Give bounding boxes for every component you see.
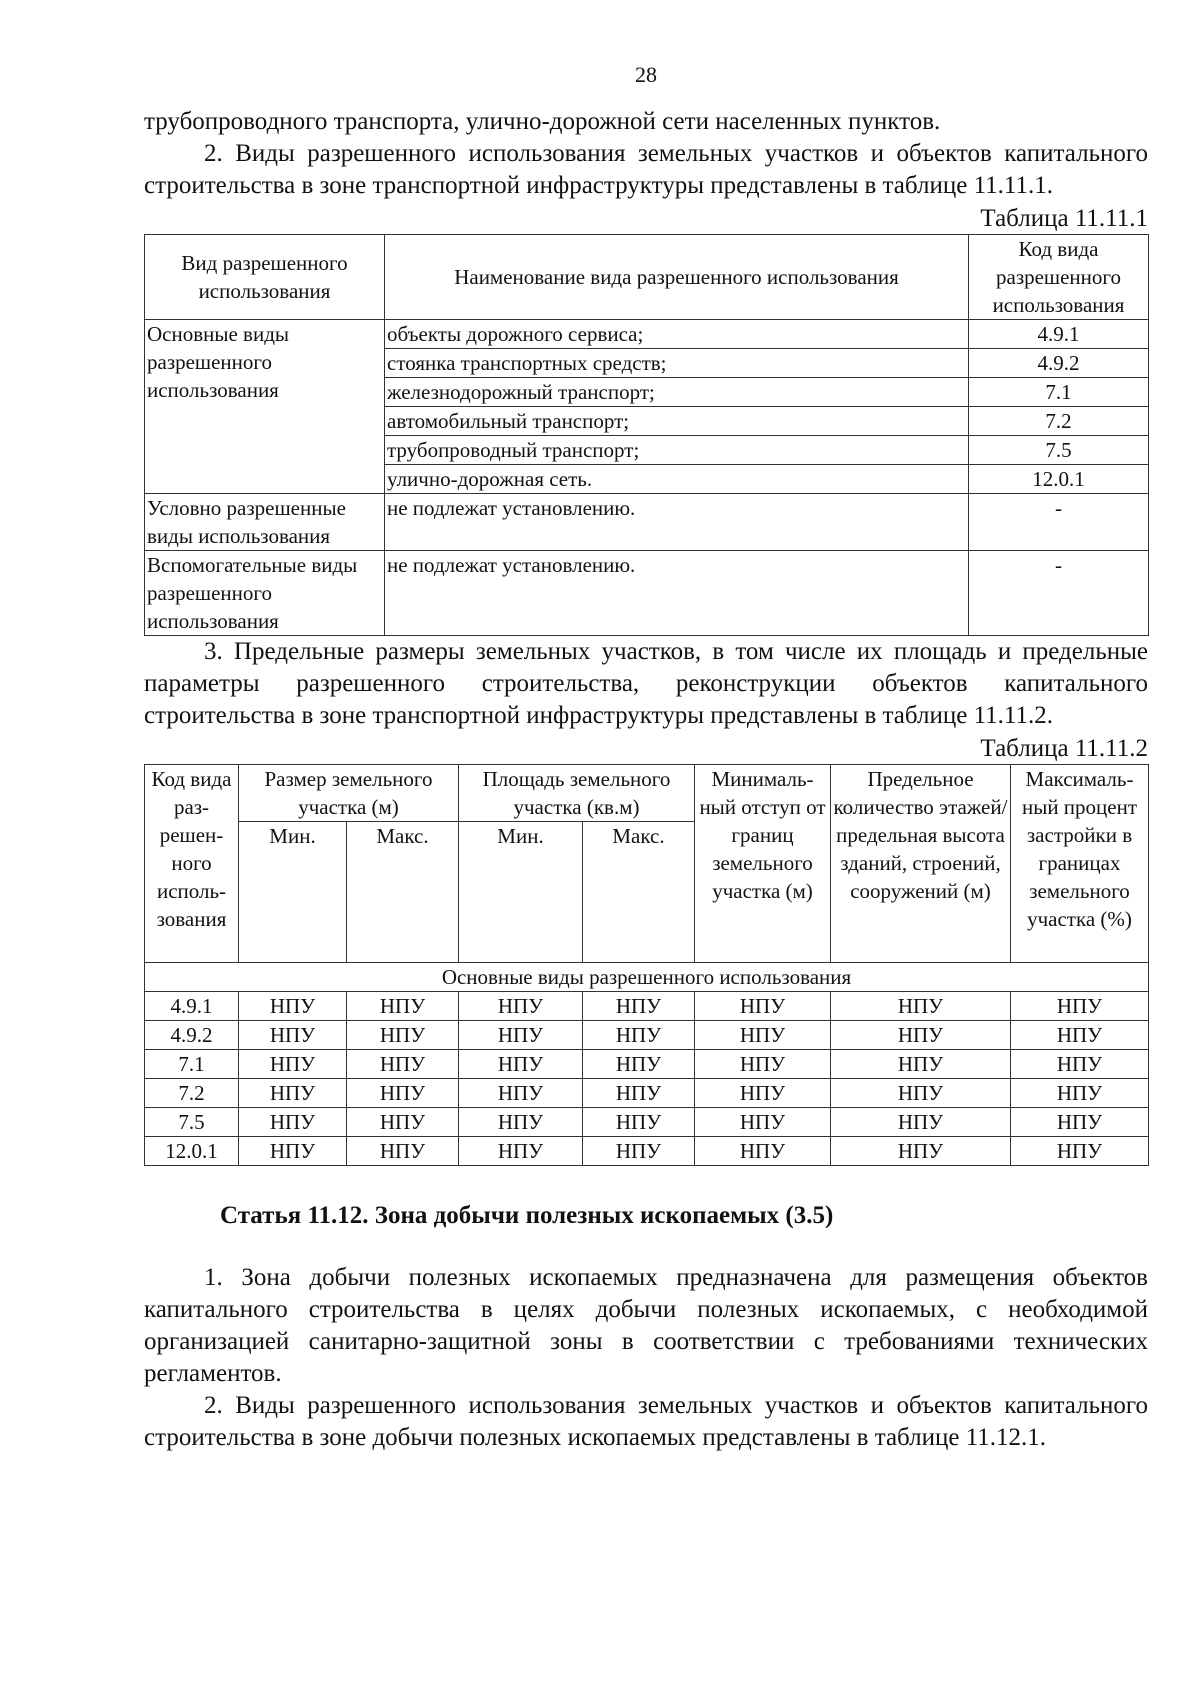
document-page — [144, 60, 1148, 1454]
use-code: - — [969, 494, 1149, 551]
row-value: НПУ — [583, 1108, 695, 1137]
paragraph-2: 2. Виды разрешенного использования земельных участков и объектов капитального строительства в зоне транспортной инфраструктуры представлены в таблице 11.11.1. — [144, 140, 1148, 199]
row-value: НПУ — [831, 1079, 1011, 1108]
header-area-min: Мин. — [459, 822, 583, 963]
table-caption-11-11-2: Таблица 11.11.2 — [980, 735, 1148, 762]
row-value: НПУ — [459, 1079, 583, 1108]
row-value: НПУ — [831, 1021, 1011, 1050]
header-size-max: Макс. — [347, 822, 459, 963]
row-code: 7.1 — [145, 1050, 239, 1079]
row-value: НПУ — [1011, 1079, 1149, 1108]
row-value: НПУ — [239, 992, 347, 1021]
use-code: 7.2 — [969, 407, 1149, 436]
row-value: НПУ — [347, 992, 459, 1021]
row-value: НПУ — [459, 1021, 583, 1050]
page-number: 28 — [635, 62, 657, 87]
table-row — [145, 1137, 1149, 1166]
row-value: НПУ — [695, 1108, 831, 1137]
row-value: НПУ — [695, 992, 831, 1021]
table-11-11-1 — [144, 234, 1149, 636]
row-value: НПУ — [695, 1021, 831, 1050]
row-value: НПУ — [347, 1021, 459, 1050]
header-use-name: Наименование вида разрешенного использования — [385, 235, 969, 320]
row-code: 4.9.1 — [145, 992, 239, 1021]
table-body — [145, 992, 1149, 1166]
use-name: не подлежат установлению. — [385, 494, 969, 551]
header-use-type: Вид разрешенного использования — [145, 235, 385, 320]
group-conditional: Условно разрешенные виды использования — [145, 494, 385, 551]
table-row — [145, 320, 1149, 349]
row-value: НПУ — [831, 1050, 1011, 1079]
row-value: НПУ — [1011, 1050, 1149, 1079]
row-value: НПУ — [831, 992, 1011, 1021]
row-value: НПУ — [459, 1108, 583, 1137]
row-value: НПУ — [1011, 1021, 1149, 1050]
row-code: 7.5 — [145, 1108, 239, 1137]
header-area: Площадь земельного участка (кв.м) — [459, 765, 695, 822]
table-caption-11-11-1: Таблица 11.11.1 — [980, 205, 1148, 232]
header-percent: Максималь-ный процент застройки в границах земельного участка (%) — [1011, 765, 1149, 963]
use-code: - — [969, 551, 1149, 636]
row-value: НПУ — [695, 1050, 831, 1079]
use-code: 7.1 — [969, 378, 1149, 407]
row-value: НПУ — [583, 1021, 695, 1050]
use-name: трубопроводный транспорт; — [385, 436, 969, 465]
row-value: НПУ — [583, 1050, 695, 1079]
use-code: 7.5 — [969, 436, 1149, 465]
row-value: НПУ — [831, 1137, 1011, 1166]
row-value: НПУ — [239, 1108, 347, 1137]
row-value: НПУ — [1011, 992, 1149, 1021]
row-value: НПУ — [239, 1137, 347, 1166]
header-setback: Минималь-ный отступ от границ земельного участка (м) — [695, 765, 831, 963]
table-row — [145, 1050, 1149, 1079]
row-value: НПУ — [347, 1079, 459, 1108]
paragraph-3: 3. Предельные размеры земельных участков, в том числе их площадь и предельные параметры разрешенного строительства, реконструкции объектов капитального строительства в зоне транспортной инфраструктуры представлены в таблице 11.11.2. — [144, 638, 1148, 729]
table-row — [145, 1021, 1149, 1050]
use-code: 12.0.1 — [969, 465, 1149, 494]
header-size: Размер земельного участка (м) — [239, 765, 459, 822]
table-header-row — [145, 235, 1149, 320]
row-value: НПУ — [583, 992, 695, 1021]
row-value: НПУ — [459, 992, 583, 1021]
header-size-min: Мин. — [239, 822, 347, 963]
table-11-11-2 — [144, 764, 1149, 1166]
table-row — [145, 1079, 1149, 1108]
header-area-max: Макс. — [583, 822, 695, 963]
row-code: 4.9.2 — [145, 1021, 239, 1050]
table-row — [145, 1108, 1149, 1137]
article-paragraph-1: 1. Зона добычи полезных ископаемых предназначена для размещения объектов капитального строительства в целях добычи полезных ископаемых, с необходимой организацией санитарно-защитной зоны в соответствии с требованиями технических регламентов. — [144, 1264, 1148, 1387]
row-value: НПУ — [347, 1050, 459, 1079]
table-header-row — [145, 765, 1149, 822]
row-value: НПУ — [459, 1050, 583, 1079]
row-value: НПУ — [239, 1050, 347, 1079]
section-main: Основные виды разрешенного использования — [145, 963, 1149, 992]
table-row — [145, 494, 1149, 551]
row-value: НПУ — [347, 1137, 459, 1166]
use-code: 4.9.1 — [969, 320, 1149, 349]
header-floors: Предельное количество этажей/ предельная высота зданий, строений, сооружений (м) — [831, 765, 1011, 963]
row-code: 12.0.1 — [145, 1137, 239, 1166]
table-section-row — [145, 963, 1149, 992]
use-name: автомобильный транспорт; — [385, 407, 969, 436]
row-value: НПУ — [831, 1108, 1011, 1137]
article-heading: Статья 11.12. Зона добычи полезных ископаемых (3.5) — [220, 1202, 834, 1229]
use-name: объекты дорожного сервиса; — [385, 320, 969, 349]
table-row — [145, 992, 1149, 1021]
header-code: Код вида раз-решен-ного исполь-зования — [145, 765, 239, 963]
row-value: НПУ — [459, 1137, 583, 1166]
paragraph-continuation: трубопроводного транспорта, улично-дорожной сети населенных пунктов. — [144, 108, 941, 135]
header-use-code: Код вида разрешенного использования — [969, 235, 1149, 320]
row-code: 7.2 — [145, 1079, 239, 1108]
row-value: НПУ — [347, 1108, 459, 1137]
row-value: НПУ — [239, 1021, 347, 1050]
use-name: не подлежат установлению. — [385, 551, 969, 636]
row-value: НПУ — [583, 1137, 695, 1166]
group-main: Основные виды разрешенного использования — [145, 320, 385, 494]
row-value: НПУ — [1011, 1108, 1149, 1137]
article-paragraph-2: 2. Виды разрешенного использования земельных участков и объектов капитального строительства в зоне добычи полезных ископаемых представлены в таблице 11.12.1. — [144, 1392, 1148, 1451]
use-name: стоянка транспортных средств; — [385, 349, 969, 378]
use-name: железнодорожный транспорт; — [385, 378, 969, 407]
row-value: НПУ — [695, 1079, 831, 1108]
row-value: НПУ — [239, 1079, 347, 1108]
row-value: НПУ — [695, 1137, 831, 1166]
row-value: НПУ — [583, 1079, 695, 1108]
use-name: улично-дорожная сеть. — [385, 465, 969, 494]
use-code: 4.9.2 — [969, 349, 1149, 378]
group-auxiliary: Вспомогательные виды разрешенного использования — [145, 551, 385, 636]
row-value: НПУ — [1011, 1137, 1149, 1166]
table-row — [145, 551, 1149, 636]
